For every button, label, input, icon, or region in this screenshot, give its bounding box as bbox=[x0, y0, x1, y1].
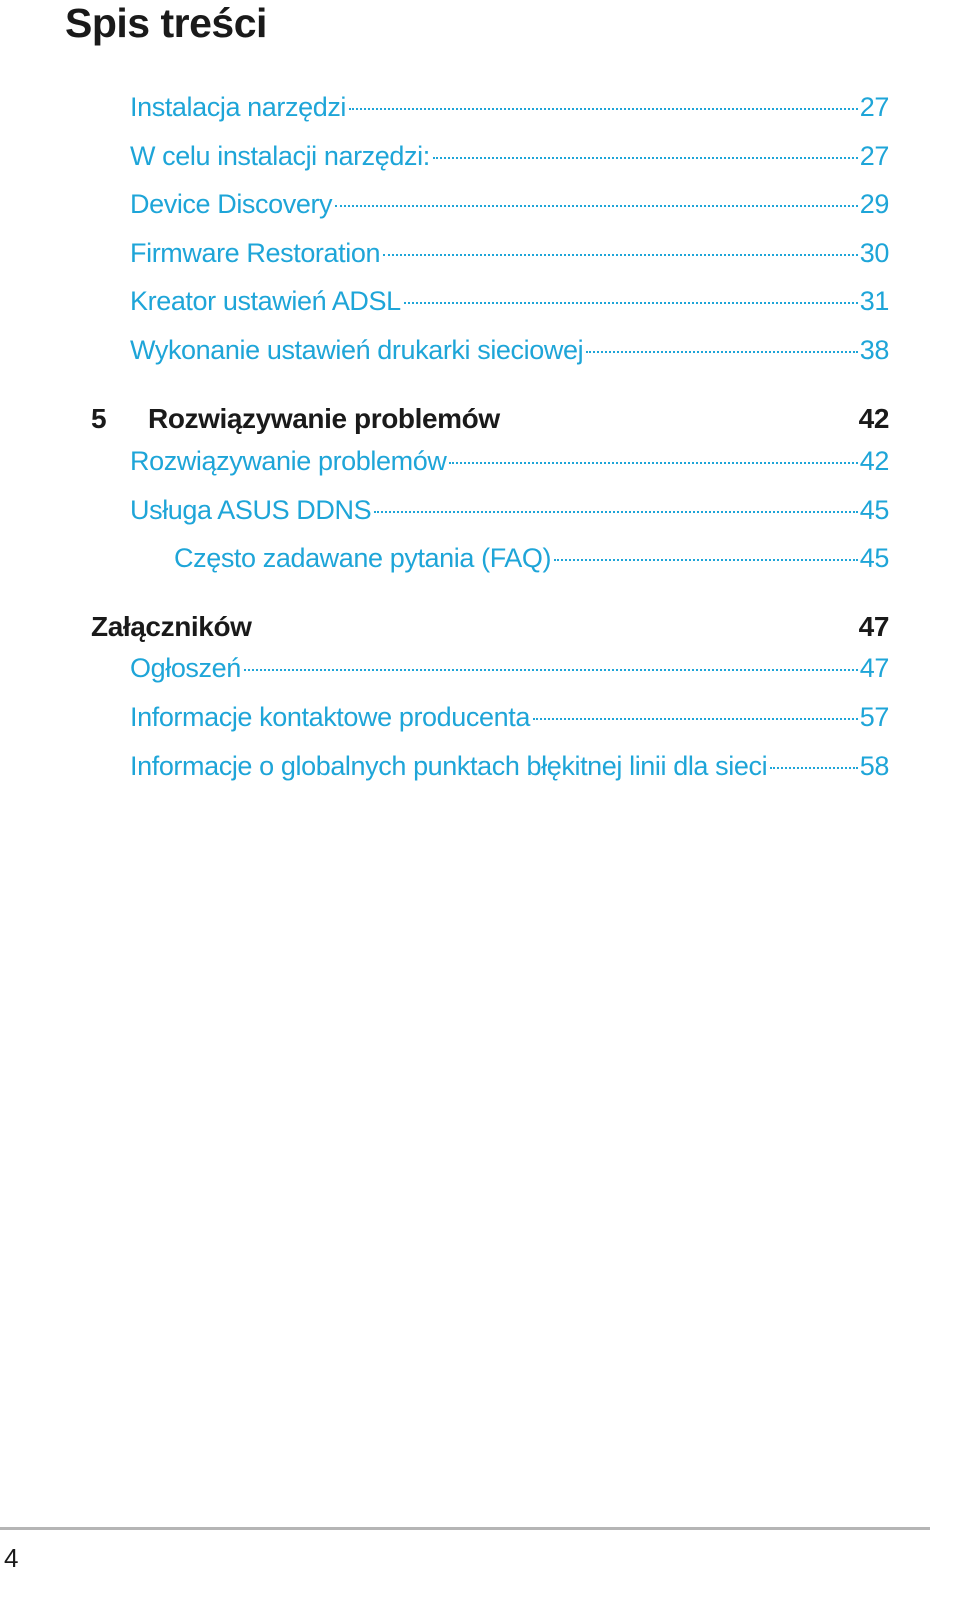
toc-chapter-appendix[interactable] bbox=[91, 608, 889, 646]
toc-chapter-5[interactable] bbox=[91, 400, 889, 438]
toc-entry-title: Instalacja narzędzi bbox=[130, 92, 347, 122]
toc-entry-title: Informacje kontaktowe producenta bbox=[130, 702, 530, 732]
dot-leader bbox=[449, 462, 857, 464]
footer-divider bbox=[0, 1527, 930, 1530]
toc-entry-firmware-restoration[interactable] bbox=[130, 235, 889, 271]
toc-entry-page: 38 bbox=[859, 335, 889, 365]
toc-entry-page: 27 bbox=[859, 92, 889, 122]
chapter-page: 42 bbox=[858, 403, 889, 434]
dot-leader bbox=[383, 254, 858, 256]
chapter-page: 47 bbox=[858, 611, 889, 642]
dot-leader bbox=[586, 351, 858, 353]
toc-entry-w-celu-instalacji[interactable] bbox=[130, 138, 889, 174]
toc-entry-title: Wykonanie ustawień drukarki sieciowej bbox=[130, 335, 584, 365]
toc-entry-drukarka-sieciowa[interactable] bbox=[130, 332, 889, 368]
chapter-number: 5 bbox=[91, 403, 107, 434]
toc-entry-kreator-adsl[interactable] bbox=[130, 283, 889, 319]
toc-entry-usluga-asus-ddns[interactable] bbox=[130, 492, 889, 528]
toc-entry-title: Ogłoszeń bbox=[130, 653, 241, 683]
page-number: 4 bbox=[4, 1543, 19, 1573]
dot-leader bbox=[374, 511, 858, 513]
toc-entry-title: W celu instalacji narzędzi: bbox=[130, 141, 430, 171]
toc-entry-faq[interactable] bbox=[174, 540, 889, 576]
chapter-title: Załączników bbox=[91, 611, 252, 642]
toc-entry-title: Firmware Restoration bbox=[130, 238, 381, 268]
toc-entry-informacje-globalne[interactable] bbox=[130, 748, 889, 784]
toc-entry-page: 45 bbox=[859, 543, 889, 573]
toc-entry-page: 29 bbox=[859, 189, 889, 219]
toc-entry-page: 47 bbox=[859, 653, 889, 683]
toc-entry-title: Informacje o globalnych punktach błękitnej linii dla sieci bbox=[130, 751, 768, 781]
toc-entry-rozwiazywanie-problemow[interactable] bbox=[130, 443, 889, 479]
toc-entry-page: 57 bbox=[859, 702, 889, 732]
toc-entry-title: Kreator ustawień ADSL bbox=[130, 286, 401, 316]
toc-entry-page: 30 bbox=[859, 238, 889, 268]
toc-entry-page: 42 bbox=[859, 446, 889, 476]
toc-entry-page: 45 bbox=[859, 495, 889, 525]
dot-leader bbox=[433, 157, 858, 159]
toc-entry-device-discovery[interactable] bbox=[130, 186, 889, 222]
dot-leader bbox=[244, 669, 858, 671]
dot-leader bbox=[533, 718, 858, 720]
page-title: Spis treści bbox=[65, 0, 267, 46]
toc-entry-page: 27 bbox=[859, 141, 889, 171]
dot-leader bbox=[770, 767, 858, 769]
toc-entry-page: 31 bbox=[859, 286, 889, 316]
toc-entry-ogloszen[interactable] bbox=[130, 650, 889, 686]
chapter-title: Rozwiązywanie problemów bbox=[148, 403, 500, 434]
toc-entry-title: Często zadawane pytania (FAQ) bbox=[174, 543, 552, 573]
dot-leader bbox=[554, 559, 858, 561]
toc-entry-instalacja-narzedzi[interactable] bbox=[130, 89, 889, 125]
dot-leader bbox=[335, 205, 858, 207]
toc-entry-title: Usługa ASUS DDNS bbox=[130, 495, 372, 525]
toc-entry-informacje-kontaktowe[interactable] bbox=[130, 699, 889, 735]
dot-leader bbox=[349, 108, 858, 110]
dot-leader bbox=[404, 302, 858, 304]
toc-entry-title: Device Discovery bbox=[130, 189, 333, 219]
toc-entry-page: 58 bbox=[859, 751, 889, 781]
toc-entry-title: Rozwiązywanie problemów bbox=[130, 446, 447, 476]
